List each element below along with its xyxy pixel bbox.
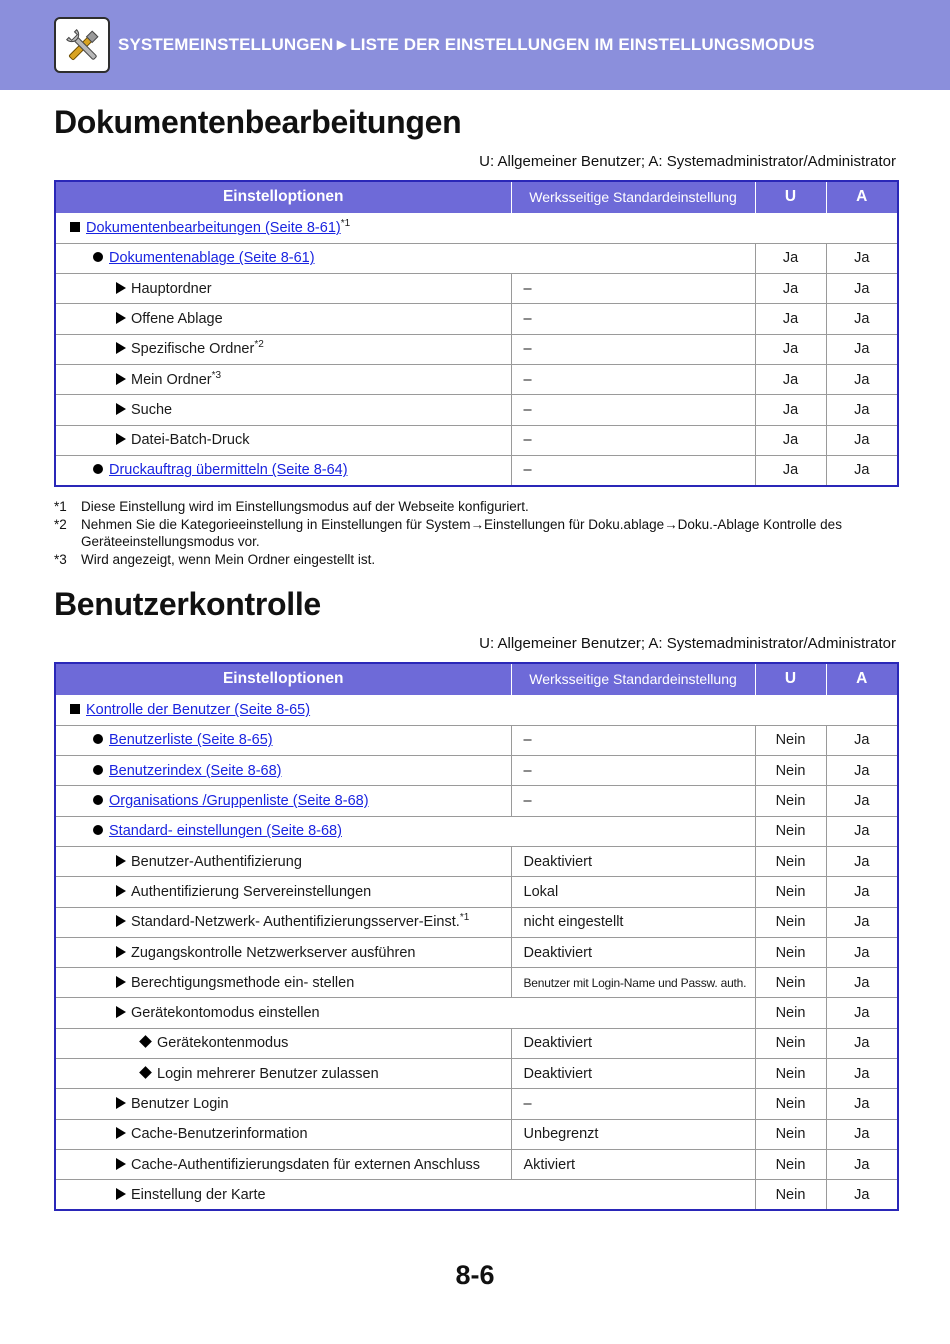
u-cell: Nein: [755, 1180, 826, 1210]
u-cell: Nein: [755, 998, 826, 1028]
triangle-bullet-icon: [116, 1006, 126, 1018]
u-cell: Nein: [755, 877, 826, 907]
default-cell: –: [511, 756, 755, 786]
u-cell: Nein: [755, 1028, 826, 1058]
default-cell: –: [511, 304, 755, 334]
default-cell: –: [511, 274, 755, 304]
footnote: [54, 516, 904, 551]
a-cell: Ja: [826, 425, 898, 455]
option-label: Spezifische Ordner: [131, 341, 255, 358]
option-label: Cache-Authentifizierungsdaten für externen Anschluss: [131, 1156, 481, 1173]
documents-settings-table: [54, 180, 899, 487]
u-cell: Ja: [755, 425, 826, 455]
option-cell: [55, 816, 755, 846]
triangle-bullet-icon: [116, 976, 126, 988]
option-label: Suche: [131, 401, 173, 418]
table-row: [55, 364, 898, 394]
column-header-u: U: [755, 181, 826, 213]
user-legend: U: Allgemeiner Benutzer; A: Systemadministrator/Administrator: [479, 153, 896, 170]
option-cell: [55, 756, 511, 786]
u-cell: Nein: [755, 816, 826, 846]
option-cell: [55, 1089, 511, 1119]
option-cell: [55, 968, 511, 998]
column-header-u: U: [755, 663, 826, 695]
triangle-bullet-icon: [116, 282, 126, 294]
u-cell: Ja: [755, 395, 826, 425]
footnote-ref: *1: [459, 912, 470, 924]
option-label: Hauptordner: [131, 280, 212, 297]
breadcrumb: SYSTEMEINSTELLUNGEN►LISTE DER EINSTELLUNGEN IM EINSTELLUNGSMODUS: [118, 35, 815, 54]
default-cell: –: [511, 725, 755, 755]
footnote-key: *1: [54, 499, 67, 514]
option-label: Mein Ordner: [131, 371, 212, 388]
footnote-text: Wird angezeigt, wenn Mein Ordner eingestellt ist.: [81, 551, 376, 567]
table-row: [55, 816, 898, 846]
table-row: [55, 998, 898, 1028]
default-cell: –: [511, 364, 755, 394]
a-cell: Ja: [826, 1119, 898, 1149]
table-row: [55, 304, 898, 334]
table-row: [55, 243, 898, 273]
a-cell: Ja: [826, 243, 898, 273]
u-cell: Nein: [755, 846, 826, 876]
footnote: [54, 551, 904, 569]
option-label: Gerätekontenmodus: [157, 1035, 289, 1052]
a-cell: Ja: [826, 1089, 898, 1119]
u-cell: Nein: [755, 725, 826, 755]
square-bullet-icon: [70, 222, 80, 232]
option-cell: [55, 937, 511, 967]
column-header-default: Werksseitige Standardeinstellung: [511, 663, 755, 695]
option-cell: [55, 304, 511, 334]
a-cell: Ja: [826, 937, 898, 967]
option-label: Datei-Batch-Druck: [131, 432, 250, 449]
footnote-text: Nehmen Sie die Kategorieeinstellung in Einstellungen für System→Einstellungen für Doku.ablage→Doku.-Ablage Kontrolle des Geräteeinstellungsmodus vor.: [81, 516, 842, 549]
option-label: Einstellung der Karte: [131, 1186, 266, 1203]
default-cell: –: [511, 395, 755, 425]
option-cell: [55, 1059, 511, 1089]
u-cell: Ja: [755, 455, 826, 485]
link-standard-einstellungen[interactable]: Standard- einstellungen (Seite 8-68): [109, 823, 342, 840]
column-header-a: A: [826, 663, 898, 695]
u-cell: Nein: [755, 1149, 826, 1179]
a-cell: Ja: [826, 846, 898, 876]
triangle-bullet-icon: [116, 342, 126, 354]
table-row: [55, 877, 898, 907]
option-cell: [55, 877, 511, 907]
table-row: [55, 725, 898, 755]
u-cell: Ja: [755, 304, 826, 334]
option-label: Authentifizierung Servereinstellungen: [131, 883, 372, 900]
default-cell: Unbegrenzt: [511, 1119, 755, 1149]
table-row: [55, 907, 898, 937]
table-row: [55, 1180, 898, 1210]
footnote-ref: *3: [211, 369, 222, 381]
triangle-bullet-icon: [116, 855, 126, 867]
link-benutzerindex[interactable]: Benutzerindex (Seite 8-68): [109, 762, 282, 779]
page-header: [0, 0, 950, 90]
option-cell: [55, 846, 511, 876]
triangle-bullet-icon: [116, 1158, 126, 1170]
triangle-bullet-icon: [116, 433, 126, 445]
table-row: [55, 1028, 898, 1058]
default-cell: –: [511, 334, 755, 364]
u-cell: Nein: [755, 1089, 826, 1119]
column-header-option: Einstelloptionen: [55, 663, 511, 695]
table-row: [55, 1089, 898, 1119]
circle-bullet-icon: [93, 795, 103, 805]
default-cell: Deaktiviert: [511, 846, 755, 876]
link-druckauftrag[interactable]: Druckauftrag übermitteln (Seite 8-64): [109, 462, 348, 479]
table-row: [55, 425, 898, 455]
default-cell: Deaktiviert: [511, 1028, 755, 1058]
option-label: Login mehrerer Benutzer zulassen: [157, 1065, 379, 1082]
option-label: Gerätekontomodus einstellen: [131, 1005, 320, 1022]
section-title-user-control: Benutzerkontrolle: [54, 586, 321, 622]
table-row: [55, 786, 898, 816]
group-cell: [55, 213, 898, 243]
option-cell: [55, 1028, 511, 1058]
a-cell: Ja: [826, 364, 898, 394]
column-header-default: Werksseitige Standardeinstellung: [511, 181, 755, 213]
table-row: [55, 334, 898, 364]
default-cell: nicht eingestellt: [511, 907, 755, 937]
circle-bullet-icon: [93, 734, 103, 744]
column-header-a: A: [826, 181, 898, 213]
default-cell: Deaktiviert: [511, 937, 755, 967]
a-cell: Ja: [826, 274, 898, 304]
circle-bullet-icon: [93, 765, 103, 775]
default-cell: Benutzer mit Login-Name und Passw. auth.: [511, 968, 755, 998]
triangle-bullet-icon: [116, 1188, 126, 1200]
a-cell: Ja: [826, 877, 898, 907]
default-cell: –: [511, 455, 755, 485]
a-cell: Ja: [826, 998, 898, 1028]
option-label: Benutzer Login: [131, 1096, 229, 1112]
footnote-ref: *1: [340, 218, 351, 230]
option-cell: [55, 455, 511, 485]
u-cell: Nein: [755, 907, 826, 937]
a-cell: Ja: [826, 1028, 898, 1058]
a-cell: Ja: [826, 395, 898, 425]
table-row: [55, 274, 898, 304]
option-cell: [55, 243, 755, 273]
table-header-row: [55, 663, 898, 695]
circle-bullet-icon: [93, 252, 103, 262]
group-cell: [55, 695, 898, 725]
option-label: Berechtigungsmethode ein- stellen: [131, 974, 355, 991]
footnote-ref: *2: [254, 339, 264, 351]
link-dokumentenablage[interactable]: Dokumentenablage (Seite 8-61): [109, 250, 315, 267]
table-row: [55, 455, 898, 485]
footnote-text: Diese Einstellung wird im Einstellungsmodus auf der Webseite konfiguriert.: [81, 499, 529, 514]
a-cell: Ja: [826, 1149, 898, 1179]
a-cell: Ja: [826, 334, 898, 364]
u-cell: Nein: [755, 786, 826, 816]
default-cell: –: [511, 425, 755, 455]
option-cell: [55, 998, 755, 1028]
a-cell: Ja: [826, 1180, 898, 1210]
a-cell: Ja: [826, 968, 898, 998]
option-cell: [55, 395, 511, 425]
u-cell: Ja: [755, 334, 826, 364]
table-header-row: [55, 181, 898, 213]
triangle-bullet-icon: [116, 403, 126, 415]
option-cell: [55, 907, 511, 937]
a-cell: Ja: [826, 455, 898, 485]
default-cell: Lokal: [511, 877, 755, 907]
u-cell: Nein: [755, 1119, 826, 1149]
table-row: [55, 756, 898, 786]
circle-bullet-icon: [93, 825, 103, 835]
table-row: [55, 1119, 898, 1149]
table-row: [55, 846, 898, 876]
u-cell: Ja: [755, 243, 826, 273]
option-label: Zugangskontrolle Netzwerkserver ausführen: [131, 944, 416, 961]
option-cell: [55, 364, 511, 394]
footnote-key: *3: [54, 551, 67, 567]
user-control-settings-table: [54, 662, 899, 1211]
user-legend: U: Allgemeiner Benutzer; A: Systemadministrator/Administrator: [479, 635, 896, 652]
triangle-bullet-icon: [116, 312, 126, 324]
table-row: [55, 395, 898, 425]
option-label: Standard-Netzwerk- Authentifizierungsserver-Einst.: [131, 914, 460, 931]
diamond-bullet-icon: [139, 1066, 152, 1079]
u-cell: Nein: [755, 937, 826, 967]
tools-icon: [54, 17, 110, 73]
square-bullet-icon: [70, 704, 80, 714]
link-benutzerliste[interactable]: Benutzerliste (Seite 8-65): [109, 732, 273, 749]
option-cell: [55, 1119, 511, 1149]
triangle-bullet-icon: [116, 373, 126, 385]
option-label: Cache-Benutzerinformation: [131, 1126, 308, 1143]
default-cell: –: [511, 786, 755, 816]
a-cell: Ja: [826, 786, 898, 816]
default-cell: Aktiviert: [511, 1149, 755, 1179]
link-kontrolle-der-benutzer[interactable]: Kontrolle der Benutzer (Seite 8-65): [86, 702, 311, 719]
section-title-documents: Dokumentenbearbeitungen: [54, 104, 462, 140]
link-dokumentenbearbeitungen[interactable]: Dokumentenbearbeitungen (Seite 8-61): [86, 220, 341, 237]
option-cell: [55, 786, 511, 816]
triangle-bullet-icon: [116, 946, 126, 958]
triangle-bullet-icon: [116, 915, 126, 927]
option-label: Benutzer-Authentifizierung: [131, 853, 302, 870]
diamond-bullet-icon: [139, 1036, 152, 1049]
table-row: [55, 937, 898, 967]
option-cell: [55, 425, 511, 455]
option-cell: [55, 1180, 755, 1210]
triangle-bullet-icon: [116, 885, 126, 897]
page-number: 8-6: [455, 1260, 495, 1290]
option-cell: [55, 334, 511, 364]
triangle-bullet-icon: [116, 1127, 126, 1139]
u-cell: Ja: [755, 364, 826, 394]
table-row: [55, 968, 898, 998]
u-cell: Nein: [755, 1059, 826, 1089]
option-cell: [55, 274, 511, 304]
default-cell: –: [511, 1089, 755, 1119]
a-cell: Ja: [826, 304, 898, 334]
footnote-key: *2: [54, 516, 67, 532]
u-cell: Nein: [755, 756, 826, 786]
option-label: Offene Ablage: [131, 311, 223, 328]
option-cell: [55, 1149, 511, 1179]
default-cell: Deaktiviert: [511, 1059, 755, 1089]
circle-bullet-icon: [93, 464, 103, 474]
footnote: [54, 498, 904, 516]
a-cell: Ja: [826, 756, 898, 786]
table-row: [55, 213, 898, 243]
column-header-option: Einstelloptionen: [55, 181, 511, 213]
a-cell: Ja: [826, 1059, 898, 1089]
link-organisations-gruppenliste[interactable]: Organisations /Gruppenliste (Seite 8-68): [109, 793, 369, 810]
a-cell: Ja: [826, 725, 898, 755]
table-row: [55, 1059, 898, 1089]
a-cell: Ja: [826, 816, 898, 846]
a-cell: Ja: [826, 907, 898, 937]
triangle-bullet-icon: [116, 1097, 126, 1109]
table-row: [55, 695, 898, 725]
u-cell: Nein: [755, 968, 826, 998]
option-cell: [55, 725, 511, 755]
u-cell: Ja: [755, 274, 826, 304]
table-row: [55, 1149, 898, 1179]
footnotes: [54, 498, 904, 568]
